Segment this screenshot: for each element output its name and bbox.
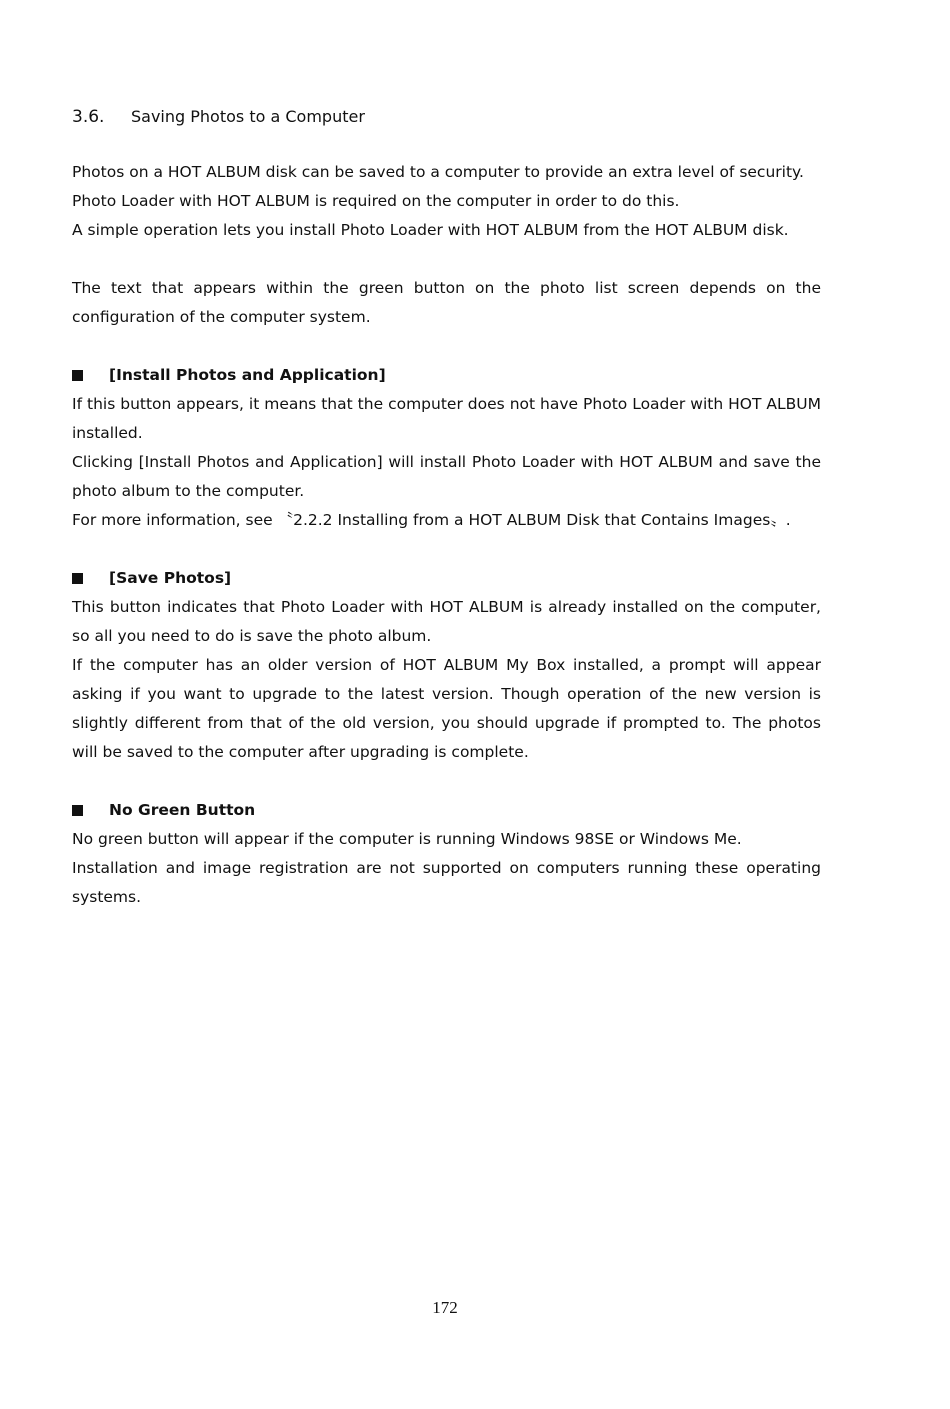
page-number: 172 [432, 1298, 458, 1317]
document-page [72, 100, 821, 912]
intro-line: Photos on a HOT ALBUM disk can be saved to a computer to provide an extra level of security. [72, 163, 804, 181]
square-bullet-icon [72, 370, 83, 381]
section-title: Saving Photos to a Computer [131, 107, 365, 126]
intro-line: A simple operation lets you install Photo Loader with HOT ALBUM from the HOT ALBUM disk. [72, 221, 789, 239]
subsection-heading-no-green-button [72, 796, 821, 825]
subsection-heading-text: No Green Button [109, 801, 256, 819]
paragraph: This button indicates that Photo Loader with HOT ALBUM is already installed on the computer, so all you need to do is save the photo album. [72, 598, 821, 645]
paragraph: For more information, see 〝2.2.2 Installing from a HOT ALBUM Disk that Contains Images〟. [72, 511, 791, 529]
paragraph: If this button appears, it means that the computer does not have Photo Loader with HOT ALBUM installed. [72, 395, 821, 442]
subsection-heading-save-photos [72, 564, 821, 593]
section-heading [72, 100, 821, 134]
subsection-heading-text: [Install Photos and Application] [109, 366, 386, 384]
subsection-heading-text: [Save Photos] [109, 569, 232, 587]
intro-line: Photo Loader with HOT ALBUM is required on the computer in order to do this. [72, 192, 680, 210]
square-bullet-icon [72, 805, 83, 816]
section-number: 3.6. [72, 107, 105, 127]
green-button-note: The text that appears within the green button on the photo list screen depends on the configuration of the computer system. [72, 279, 821, 326]
paragraph: Clicking [Install Photos and Application] will install Photo Loader with HOT ALBUM and save the photo album to the computer. [72, 453, 821, 500]
paragraph: If the computer has an older version of HOT ALBUM My Box installed, a prompt will appear asking if you want to upgrade to the latest version. Though operation of the new version is slightly different from that of the old version, you should upgrade if prompted to. The photos will be saved to the computer after upgrading is complete. [72, 656, 821, 761]
subsection-heading-install [72, 361, 821, 390]
paragraph: No green button will appear if the computer is running Windows 98SE or Windows Me. [72, 830, 742, 848]
paragraph: Installation and image registration are not supported on computers running these operating systems. [72, 859, 821, 906]
square-bullet-icon [72, 573, 83, 584]
